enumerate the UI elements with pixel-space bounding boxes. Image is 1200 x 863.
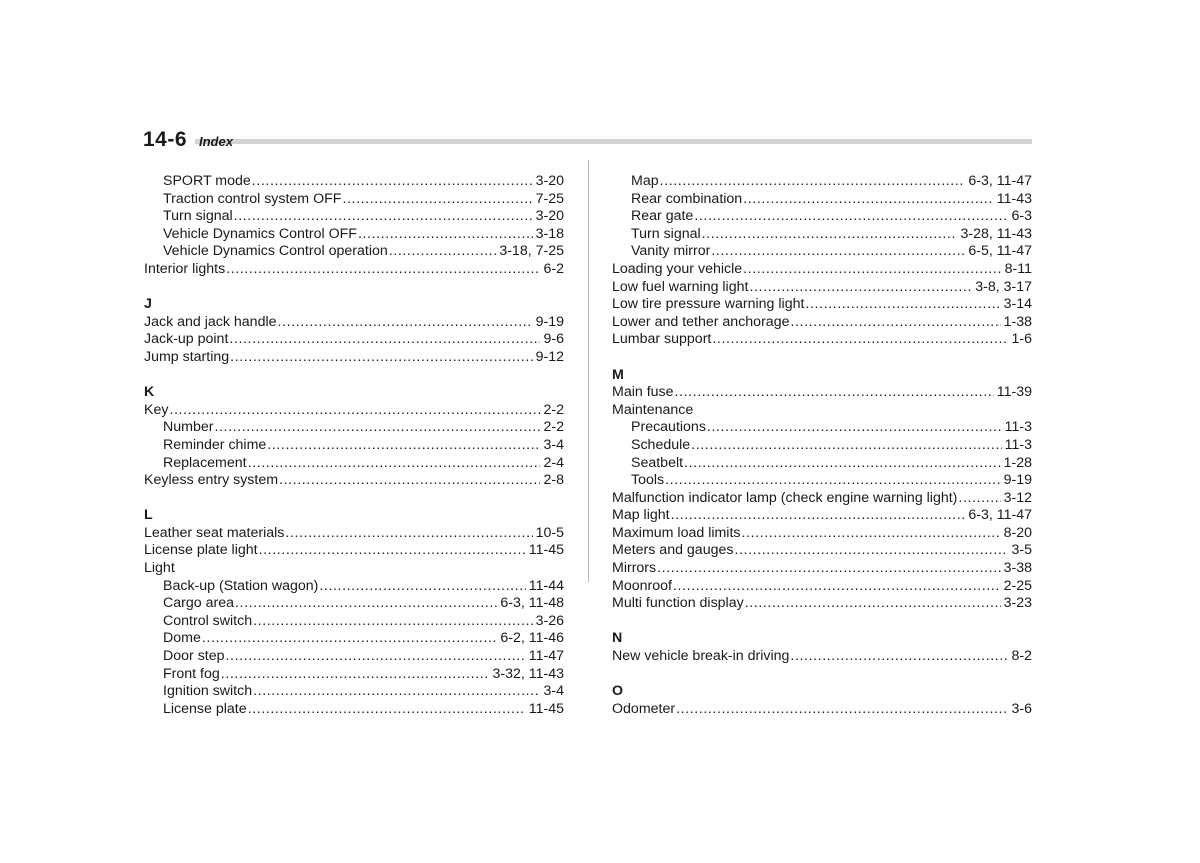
page-reference: 3-18 — [535, 225, 564, 242]
index-entry-lumbar-support — [612, 331, 1032, 349]
index-entry-ignition-switch — [144, 683, 564, 701]
index-entry-traction-control-system-off — [144, 191, 564, 209]
index-entry-jack-and-jack-handle — [144, 314, 564, 332]
index-entry-precautions — [612, 419, 1032, 437]
dot-leader — [745, 595, 1001, 613]
dot-leader — [790, 314, 1000, 332]
index-term: Map — [631, 173, 659, 189]
page-reference: 1-38 — [1003, 313, 1032, 330]
page-reference: 11-44 — [528, 577, 564, 594]
index-entry-jack-up-point — [144, 331, 564, 349]
page-reference: 2-2 — [543, 419, 564, 436]
index-term: Rear combination — [631, 190, 743, 207]
index-entry-light: Light — [144, 560, 175, 577]
index-term: Key — [144, 401, 169, 418]
page-reference: 11-3 — [1004, 419, 1032, 436]
index-term: Back-up (Station wagon) — [163, 577, 319, 594]
dot-leader — [267, 437, 540, 455]
index-entry-keyless-entry-system — [144, 472, 564, 490]
index-term: Lumbar support — [612, 331, 712, 348]
dot-leader — [229, 331, 540, 349]
index-letter-heading: N — [612, 630, 623, 647]
page-reference: 3-5 — [1011, 542, 1032, 559]
index-term: Dome — [163, 630, 201, 647]
page-reference: 3-32, 11-43 — [492, 665, 564, 682]
page-reference: 3-26 — [535, 612, 564, 629]
page-reference: 10-5 — [535, 524, 564, 541]
index-term: Seatbelt — [631, 454, 684, 471]
index-entry-vehicle-dynamics-control-operation — [144, 243, 564, 261]
index-term: Malfunction indicator lamp (check engine warning light) — [612, 489, 958, 506]
page-reference: 11-45 — [528, 700, 564, 717]
index-entry-vehicle-dynamics-control-off — [144, 226, 564, 244]
dot-leader — [252, 173, 533, 191]
page-reference: 11-3 — [1004, 436, 1032, 453]
dot-leader — [226, 261, 540, 279]
index-entry-new-vehicle-break-in-driving — [612, 648, 1032, 666]
index-entry-dome — [144, 630, 564, 648]
page-reference: 8-2 — [1011, 648, 1032, 665]
header-rule — [195, 139, 1032, 144]
index-entry-tools — [612, 472, 1032, 490]
dot-leader — [684, 455, 1001, 473]
page-reference: 6-2 — [543, 260, 564, 277]
index-entry-schedule — [612, 437, 1032, 455]
dot-leader — [230, 349, 532, 367]
page-reference: 11-39 — [996, 384, 1032, 401]
index-term: Multi function display — [612, 595, 744, 612]
page-reference: 3-4 — [543, 436, 564, 453]
page-reference: 3-20 — [535, 173, 564, 189]
dot-leader — [226, 648, 526, 666]
index-entry-turn-signal — [612, 226, 1032, 244]
page-reference: 6-3, 11-48 — [500, 595, 564, 612]
dot-leader — [342, 191, 532, 209]
dot-leader — [743, 261, 1002, 279]
column-divider — [588, 160, 589, 582]
index-term: Turn signal — [163, 208, 233, 225]
index-entry-back-up-station-wagon — [144, 578, 564, 596]
index-entry-maximum-load-limits — [612, 525, 1032, 543]
dot-leader — [248, 701, 526, 719]
index-entry-moonroof — [612, 578, 1032, 596]
page-reference: 11-45 — [528, 542, 564, 559]
page-reference: 9-12 — [535, 348, 564, 365]
index-entry-map — [612, 173, 1032, 191]
index-term: Low tire pressure warning light — [612, 296, 805, 313]
page-reference: 9-6 — [543, 331, 564, 348]
dot-leader — [711, 243, 965, 261]
index-entry-rear-combination — [612, 191, 1032, 209]
dot-leader — [259, 542, 526, 560]
index-entry-mirrors — [612, 560, 1032, 578]
page-reference: 11-43 — [996, 190, 1032, 207]
dot-leader — [214, 419, 540, 437]
index-term: Map light — [612, 507, 670, 524]
dot-leader — [671, 507, 966, 525]
index-entry-door-step — [144, 648, 564, 666]
index-term: Lower and tether anchorage — [612, 313, 790, 330]
index-term: Jack-up point — [144, 331, 229, 348]
index-term: Odometer — [612, 700, 676, 717]
index-term: New vehicle break-in driving — [612, 648, 790, 665]
index-term: Vanity mirror — [631, 243, 711, 260]
page-reference: 3-14 — [1003, 296, 1032, 313]
dot-leader — [694, 208, 1008, 226]
index-entry-front-fog — [144, 666, 564, 684]
index-entry-malfunction-indicator-lamp-check-engine-warning-light — [612, 490, 1032, 508]
index-entry-interior-lights — [144, 261, 564, 279]
index-letter-heading: L — [144, 507, 153, 524]
index-term: Jack and jack handle — [144, 313, 277, 330]
index-term: Mirrors — [612, 560, 657, 577]
dot-leader — [707, 419, 1002, 437]
page-number: 14-6 — [143, 128, 188, 151]
page-reference: 2-2 — [543, 401, 564, 418]
dot-leader — [805, 296, 1000, 314]
page-reference: 9-19 — [1003, 472, 1032, 489]
dot-leader — [742, 525, 1001, 543]
page-reference: 3-23 — [1003, 595, 1032, 612]
index-term: Interior lights — [144, 260, 226, 277]
index-entry-control-switch — [144, 613, 564, 631]
index-entry-seatbelt — [612, 455, 1032, 473]
dot-leader — [712, 331, 1008, 349]
index-term: Cargo area — [163, 595, 234, 612]
page-reference: 3-18, 7-25 — [499, 243, 564, 260]
dot-leader — [319, 578, 525, 596]
index-term: Precautions — [631, 419, 706, 436]
page-reference: 1-28 — [1003, 454, 1032, 471]
index-term: Traction control system OFF — [163, 190, 342, 207]
index-letter-heading: O — [612, 683, 624, 700]
index-entry-jump-starting — [144, 349, 564, 367]
index-entry-number — [144, 419, 564, 437]
index-entry-vanity-mirror — [612, 243, 1032, 261]
dot-leader — [790, 648, 1008, 666]
page-reference: 3-8, 3-17 — [975, 278, 1032, 295]
index-column-right — [612, 173, 1032, 718]
dot-leader — [665, 472, 1000, 490]
page-header — [143, 124, 1032, 156]
dot-leader — [279, 472, 540, 490]
index-entry-rear-gate — [612, 208, 1032, 226]
dot-leader — [657, 560, 1000, 578]
index-term: Replacement — [163, 454, 247, 471]
dot-leader — [221, 666, 490, 684]
index-term: Meters and gauges — [612, 542, 734, 559]
dot-leader — [235, 595, 497, 613]
dot-leader — [673, 578, 1001, 596]
index-term: Number — [163, 419, 214, 436]
index-entry-maintenance: Maintenance — [612, 401, 694, 418]
index-term: Vehicle Dynamics Control operation — [163, 243, 388, 260]
index-entry-reminder-chime — [144, 437, 564, 455]
page-reference: 3-20 — [535, 208, 564, 225]
dot-leader — [675, 384, 994, 402]
index-term: Ignition switch — [163, 683, 253, 700]
dot-leader — [234, 208, 533, 226]
index-letter-heading: J — [144, 296, 152, 313]
index-term: Tools — [631, 472, 665, 489]
page-reference: 3-6 — [1011, 700, 1032, 717]
page-reference: 6-3, 11-47 — [968, 173, 1032, 189]
page-reference: 8-20 — [1003, 524, 1032, 541]
index-term: Front fog — [163, 665, 220, 682]
page-reference: 1-6 — [1011, 331, 1032, 348]
index-term: SPORT mode — [163, 173, 251, 189]
page-reference: 6-2, 11-46 — [500, 630, 564, 647]
index-letter-heading: M — [612, 366, 624, 383]
index-term: Main fuse — [612, 384, 674, 401]
dot-leader — [702, 226, 958, 244]
index-entry-odometer — [612, 701, 1032, 719]
index-letter-heading: K — [144, 384, 155, 401]
index-term: Reminder chime — [163, 436, 267, 453]
index-entry-sport-mode — [144, 173, 564, 191]
page-reference: 3-4 — [543, 683, 564, 700]
index-term: Jump starting — [144, 348, 230, 365]
index-entry-loading-your-vehicle — [612, 261, 1032, 279]
page-reference: 11-47 — [528, 648, 564, 665]
index-term: License plate light — [144, 542, 258, 559]
dot-leader — [749, 279, 972, 297]
page-reference: 6-5, 11-47 — [968, 243, 1032, 260]
page-reference: 2-4 — [543, 454, 564, 471]
dot-leader — [285, 525, 532, 543]
page-reference: 6-3, 11-47 — [968, 507, 1032, 524]
dot-leader — [169, 402, 540, 420]
index-term: Turn signal — [631, 225, 701, 242]
dot-leader — [691, 437, 1001, 455]
page-reference: 2-8 — [543, 472, 564, 489]
dot-leader — [358, 226, 533, 244]
dot-leader — [278, 314, 533, 332]
index-term: Low fuel warning light — [612, 278, 749, 295]
dot-leader — [743, 191, 994, 209]
index-entry-map-light — [612, 507, 1032, 525]
index-entry-leather-seat-materials — [144, 525, 564, 543]
index-column-left — [144, 173, 564, 718]
index-term: License plate — [163, 700, 247, 717]
index-entry-main-fuse — [612, 384, 1032, 402]
index-entry-multi-function-display — [612, 595, 1032, 613]
page-reference: 3-28, 11-43 — [960, 225, 1032, 242]
index-term: Door step — [163, 648, 225, 665]
index-entry-turn-signal — [144, 208, 564, 226]
index-term: Maximum load limits — [612, 524, 741, 541]
page-reference: 3-38 — [1003, 560, 1032, 577]
index-entry-cargo-area — [144, 595, 564, 613]
index-term: Vehicle Dynamics Control OFF — [163, 225, 357, 242]
dot-leader — [248, 455, 541, 473]
dot-leader — [734, 542, 1008, 560]
index-term: Rear gate — [631, 208, 694, 225]
index-entry-license-plate-light — [144, 542, 564, 560]
dot-leader — [389, 243, 497, 261]
index-entry-key — [144, 402, 564, 420]
page-reference: 6-3 — [1011, 208, 1032, 225]
index-entry-meters-and-gauges — [612, 542, 1032, 560]
dot-leader — [253, 613, 532, 631]
index-term: Loading your vehicle — [612, 260, 743, 277]
index-term: Control switch — [163, 612, 253, 629]
page-reference: 9-19 — [535, 313, 564, 330]
index-term: Keyless entry system — [144, 472, 279, 489]
dot-leader — [202, 630, 498, 648]
index-entry-lower-and-tether-anchorage — [612, 314, 1032, 332]
index-entry-replacement — [144, 455, 564, 473]
page-reference: 7-25 — [535, 190, 564, 207]
index-term: Schedule — [631, 436, 691, 453]
page-reference: 3-12 — [1003, 489, 1032, 506]
index-term: Leather seat materials — [144, 524, 285, 541]
dot-leader — [958, 490, 1000, 508]
dot-leader — [660, 173, 966, 191]
section-title: Index — [199, 134, 233, 149]
index-entry-license-plate — [144, 701, 564, 719]
dot-leader — [253, 683, 540, 701]
dot-leader — [676, 701, 1008, 719]
index-term: Moonroof — [612, 577, 672, 594]
page-reference: 8-11 — [1004, 260, 1032, 277]
index-entry-low-fuel-warning-light — [612, 279, 1032, 297]
index-entry-low-tire-pressure-warning-light — [612, 296, 1032, 314]
page-reference: 2-25 — [1003, 577, 1032, 594]
